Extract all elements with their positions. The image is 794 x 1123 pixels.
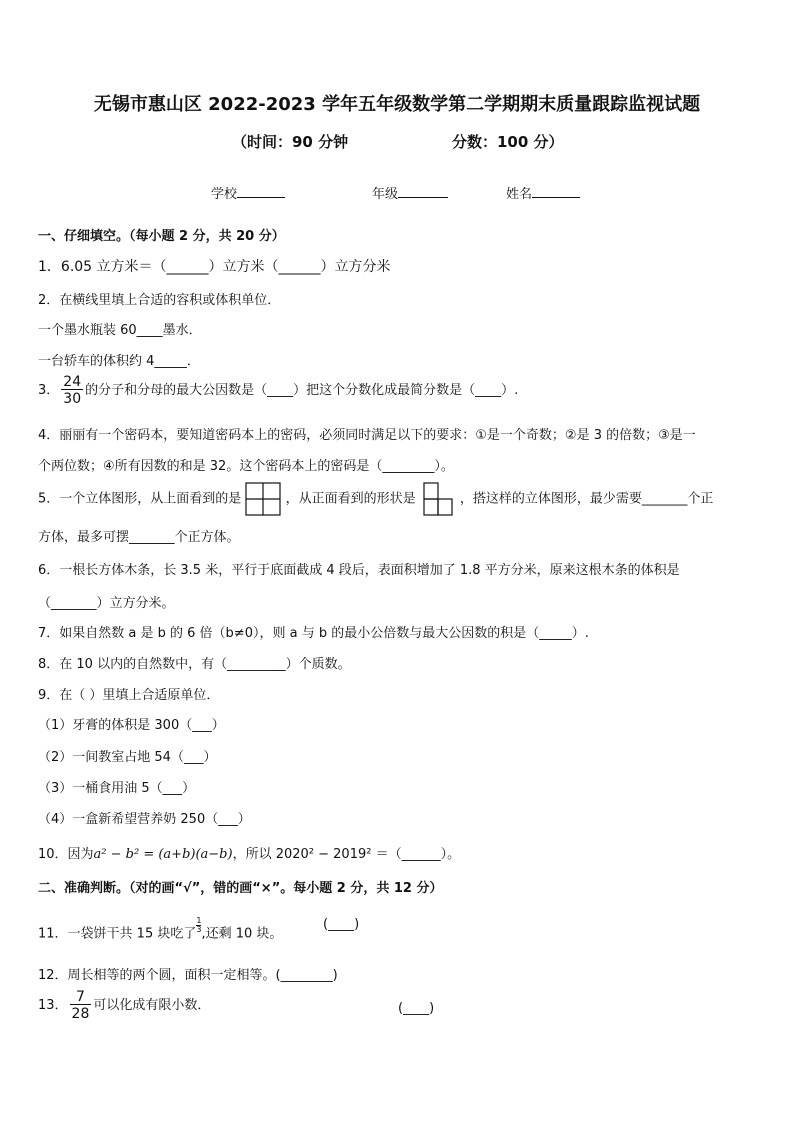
- question-1: 1．6.05 立方米＝（______）立方米（______）立方分米: [38, 259, 391, 275]
- question-10-text: ，所以 2020² − 2019² ＝（______）。: [232, 847, 461, 862]
- school-field: [211, 183, 285, 202]
- question-9-item-3: （3）一桶食用油 5（___）: [38, 781, 196, 796]
- question-11-post: ,还剩 10 块。: [201, 926, 283, 942]
- question-13: [38, 990, 210, 1021]
- fraction-numerator: 24: [63, 374, 82, 390]
- fraction-denominator: 3: [196, 925, 202, 934]
- question-4-line2: 个两位数；④所有因数的和是 32。这个密码本上的密码是（________）。: [38, 459, 454, 474]
- question-5-part2: ，从正面看到的形状是: [285, 491, 416, 507]
- question-5-part3: ，搭这样的立体图形，最少需要_______个正: [459, 491, 714, 507]
- fraction-7-28: [70, 990, 92, 1021]
- question-9-item-2: （2）一间教室占地 54（___）: [38, 750, 217, 765]
- exam-score: 分数：100 分）: [452, 133, 564, 151]
- question-2b: 一台轿车的体积约 4_____．: [38, 354, 200, 369]
- question-13-number: 13．: [38, 998, 68, 1013]
- question-10-number: 10．因为: [38, 847, 94, 862]
- question-3: [38, 375, 518, 406]
- question-2a: 一个墨水瓶装 60____墨水．: [38, 323, 202, 338]
- fraction-numerator: 1: [196, 916, 202, 925]
- question-9: 9．在（ ）里填上合适原单位．: [38, 688, 220, 703]
- question-11: [38, 917, 282, 941]
- question-5-line1: [38, 482, 713, 516]
- question-8: 8．在 10 以内的自然数中，有（_________）个质数。: [38, 657, 351, 672]
- question-7: 7．如果自然数 a 是 b 的 6 倍（b≠0），则 a 与 b 的最小公倍数与最大公因数的积是（_____）.: [38, 626, 589, 641]
- question-5-part1: 5．一个立体图形，从上面看到的是: [38, 491, 242, 507]
- question-13-text: 可以化成有限小数．: [93, 998, 211, 1013]
- document-title: 无锡市惠山区 2022-2023 学年五年级数学第二学期期末质量跟踪监视试题: [93, 94, 701, 115]
- question-10: [38, 843, 460, 862]
- fraction-denominator: 30: [63, 391, 82, 407]
- question-3-text: 的分子和分母的最大公因数是（____）把这个分数化成最简分数是（____）.: [85, 383, 519, 398]
- question-11-blank: (____): [323, 917, 360, 932]
- question-9-item-4: （4）一盒新希望营养奶 250（___）: [38, 812, 251, 827]
- exam-time: （时间：90 分钟: [232, 133, 349, 151]
- name-field: [506, 183, 580, 202]
- question-13-blank: (____): [398, 1001, 435, 1016]
- school-blank: [237, 185, 285, 198]
- question-4-line1: 4．丽丽有一个密码本，要知道密码本上的密码，必须同时满足以下的要求：①是一个奇数；②是 3 的倍数；③是一: [38, 428, 696, 443]
- question-3-number: 3．: [38, 383, 60, 398]
- grade-label: 年级: [372, 187, 399, 202]
- question-11-pre: 11．一袋饼干共 15 块吃了: [38, 926, 197, 942]
- fraction-24-30: [61, 375, 83, 406]
- fraction-denominator: 28: [71, 1006, 90, 1022]
- section-2-heading: 二、准确判断。（对的画“√”，错的画“×”。每小题 2 分，共 12 分）: [38, 881, 443, 896]
- grade-blank: [398, 185, 448, 198]
- question-6-line2: （_______）立方分米。: [38, 596, 175, 611]
- question-9-item-1: （1）牙膏的体积是 300（___）: [38, 718, 225, 733]
- name-label: 姓名: [506, 187, 533, 202]
- top-view-grid-icon: [245, 482, 281, 516]
- question-2: 2．在横线里填上合适的容积或体积单位．: [38, 293, 281, 308]
- school-label: 学校: [211, 187, 238, 202]
- question-12: 12．周长相等的两个圆，面积一定相等。(________): [38, 968, 338, 983]
- question-6-line1: 6．一根长方体木条，长 3.5 米，平行于底面截成 4 段后，表面积增加了 1.8 平方分米，原来这根木条的体积是: [38, 563, 680, 578]
- difference-of-squares-formula: a² − b² = (a+b)(a−b): [93, 847, 233, 862]
- grade-field: [372, 183, 448, 202]
- fraction-numerator: 7: [76, 989, 85, 1005]
- question-5-line2: 方体，最多可摆_______个正方体。: [38, 530, 240, 545]
- name-blank: [532, 185, 580, 198]
- section-1-heading: 一、仔细填空。（每小题 2 分，共 20 分）: [38, 229, 285, 244]
- front-view-shape-icon: [420, 482, 456, 516]
